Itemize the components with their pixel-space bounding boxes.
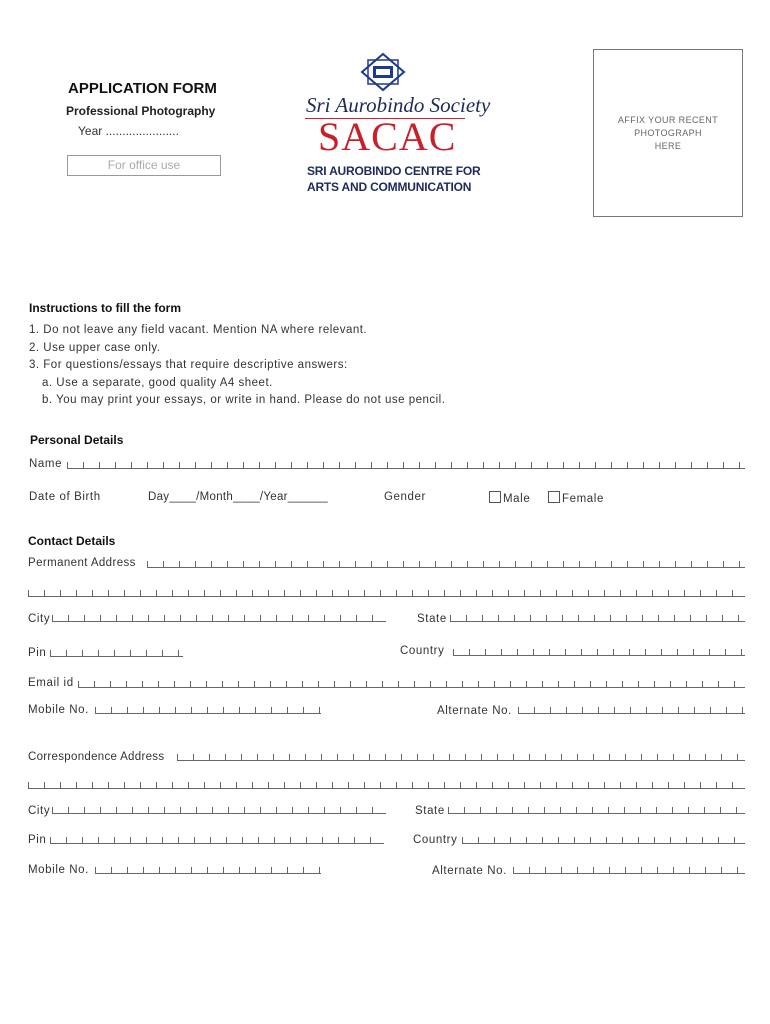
country-label: Country [400,645,445,657]
instruction-item: 3. For questions/essays that require descriptive answers: [29,359,348,371]
female-label: Female [562,493,604,505]
email-label: Email id [28,677,74,689]
pin-field[interactable] [50,648,183,657]
alternate-field[interactable] [518,705,745,714]
city-label: City [28,613,51,625]
male-label: Male [503,493,531,505]
centre-name [307,163,480,195]
name-field[interactable] [67,460,745,469]
city2-field[interactable] [52,805,386,814]
form-subtitle: Professional Photography [66,104,216,118]
state2-field[interactable] [448,805,745,814]
instruction-item: 2. Use upper case only. [29,341,161,354]
correspondence-address-field-1[interactable] [177,752,745,761]
state-field[interactable] [450,613,745,622]
form-title: APPLICATION FORM [68,80,217,97]
instruction-item: b. You may print your essays, or write in hand. Please do not use pencil. [42,394,446,406]
centre-name-line1: SRI AUROBINDO CENTRE FOR [307,164,481,178]
pin-label: Pin [28,647,47,659]
photo-line3: HERE [654,141,682,151]
country-field[interactable] [453,647,745,656]
office-use-box: For office use [67,155,221,176]
instruction-item: a. Use a separate, good quality A4 sheet. [42,376,273,389]
mobile-label: Mobile No. [28,704,89,716]
dob-label: Date of Birth [29,491,101,503]
gender-label: Gender [384,491,426,503]
centre-name-line2: ARTS AND COMMUNICATION [307,180,472,194]
alternate-label: Alternate No. [437,705,512,717]
alternate2-field[interactable] [513,865,745,874]
photo-line2: PHOTOGRAPH [634,128,702,138]
society-name: Sri Aurobindo Society [306,93,491,117]
female-option[interactable] [548,491,604,505]
contact-heading: Contact Details [28,534,116,548]
dob-field[interactable]: Day____/Month____/Year______ [148,491,328,503]
state-label: State [417,613,447,625]
personal-heading: Personal Details [30,433,124,447]
male-option[interactable] [489,491,530,505]
email-field[interactable] [78,679,745,688]
city2-label: City [28,805,51,817]
pin2-field[interactable] [50,835,384,844]
male-checkbox[interactable] [489,491,501,503]
photo-line1: AFFIX YOUR RECENT [617,115,719,125]
mobile-field[interactable] [95,705,321,714]
correspondence-address-label: Correspondence Address [28,751,165,763]
permanent-address-field-2[interactable] [28,588,745,597]
instructions-heading: Instructions to fill the form [29,301,181,315]
instructions-list [29,322,445,410]
permanent-address-field-1[interactable] [147,559,745,568]
instruction-item: 1. Do not leave any field vacant. Mention NA where relevant. [29,324,368,336]
pin2-label: Pin [28,834,47,846]
permanent-address-label: Permanent Address [28,557,136,569]
name-label: Name [29,458,63,470]
country2-label: Country [413,834,458,846]
female-checkbox[interactable] [548,491,560,503]
country2-field[interactable] [462,835,745,844]
state2-label: State [415,805,445,817]
mobile2-field[interactable] [95,865,321,874]
mobile2-label: Mobile No. [28,864,89,876]
correspondence-address-field-2[interactable] [28,780,745,789]
year-label: Year ...................... [78,124,179,138]
alternate2-label: Alternate No. [432,865,507,877]
city-field[interactable] [52,613,386,622]
photo-box [593,49,743,217]
society-emblem-icon [360,52,406,92]
sacac-logo: SACAC [318,114,457,159]
